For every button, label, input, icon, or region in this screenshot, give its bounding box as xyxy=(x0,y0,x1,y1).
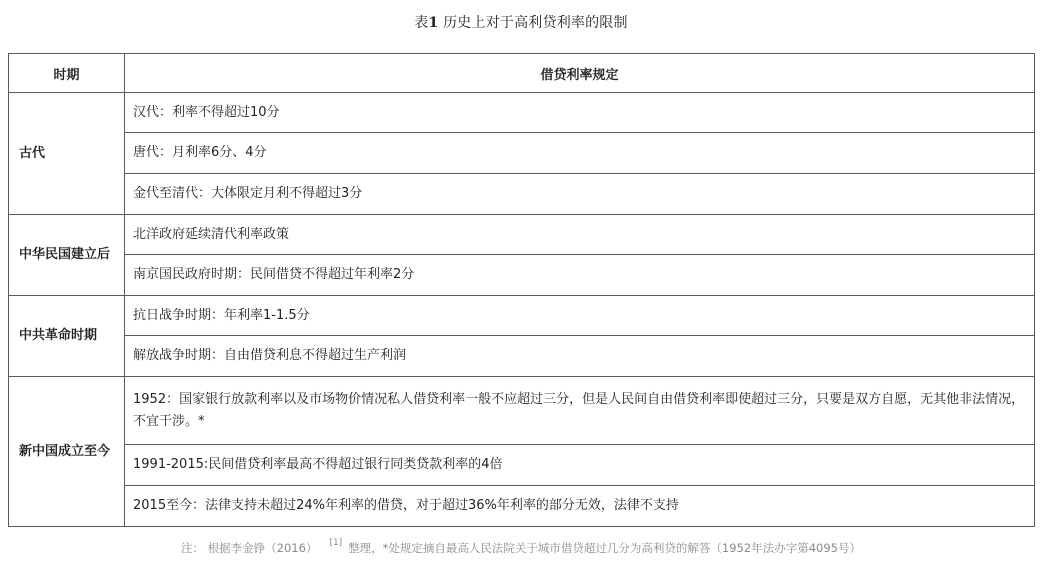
table-caption xyxy=(0,12,1042,32)
table-row xyxy=(9,296,1035,336)
table-row xyxy=(9,133,1035,174)
caption-text: 历史上对于高利贷利率的限制 xyxy=(443,15,628,31)
rule-cell: 南京国民政府时期：民间借贷不得超过年利率2分 xyxy=(125,255,1035,296)
table-row xyxy=(9,174,1035,215)
footnote xyxy=(0,540,1042,556)
table-row xyxy=(9,486,1035,527)
rule-cell: 金代至清代：大体限定月利不得超过3分 xyxy=(125,174,1035,215)
period-cell: 中华民国建立后 xyxy=(9,215,125,296)
table-row xyxy=(9,336,1035,377)
footnote-suffix: 整理，*处规定摘自最高人民法院关于城市借贷超过几分为高利贷的解答（1952年法办字第4095号） xyxy=(348,541,861,555)
rule-cell: 北洋政府延续清代利率政策 xyxy=(125,215,1035,255)
footnote-reference: [1] xyxy=(329,538,343,548)
header-period: 时期 xyxy=(9,54,125,93)
rule-cell: 解放战争时期：自由借贷利息不得超过生产利润 xyxy=(125,336,1035,377)
interest-rate-table xyxy=(8,53,1035,527)
period-cell: 新中国成立至今 xyxy=(9,377,125,527)
table-row xyxy=(9,215,1035,255)
rule-cell: 1991-2015:民间借贷利率最高不得超过银行同类贷款利率的4倍 xyxy=(125,445,1035,486)
rule-cell: 2015至今：法律支持未超过24%年利率的借贷，对于超过36%年利率的部分无效，法律不支持 xyxy=(125,486,1035,527)
rule-cell: 唐代：月利率6分、4分 xyxy=(125,133,1035,174)
footnote-prefix: 注： 根据李金铮（2016） xyxy=(181,541,318,555)
table-row xyxy=(9,93,1035,133)
table-row xyxy=(9,377,1035,445)
rule-cell: 抗日战争时期：年利率1-1.5分 xyxy=(125,296,1035,336)
header-rule: 借贷利率规定 xyxy=(125,54,1035,93)
period-cell: 中共革命时期 xyxy=(9,296,125,377)
table-row xyxy=(9,255,1035,296)
period-cell: 古代 xyxy=(9,93,125,215)
table-header-row xyxy=(9,54,1035,93)
rule-cell: 汉代：利率不得超过10分 xyxy=(125,93,1035,133)
caption-label: 表 xyxy=(414,15,429,31)
table-row xyxy=(9,445,1035,486)
rule-cell: 1952：国家银行放款利率以及市场物价情况私人借贷利率一般不应超过三分，但是人民间自由借贷利率即使超过三分，只要是双方自愿，无其他非法情况，不宜干涉。* xyxy=(125,377,1035,445)
caption-number: 1 xyxy=(428,15,439,31)
